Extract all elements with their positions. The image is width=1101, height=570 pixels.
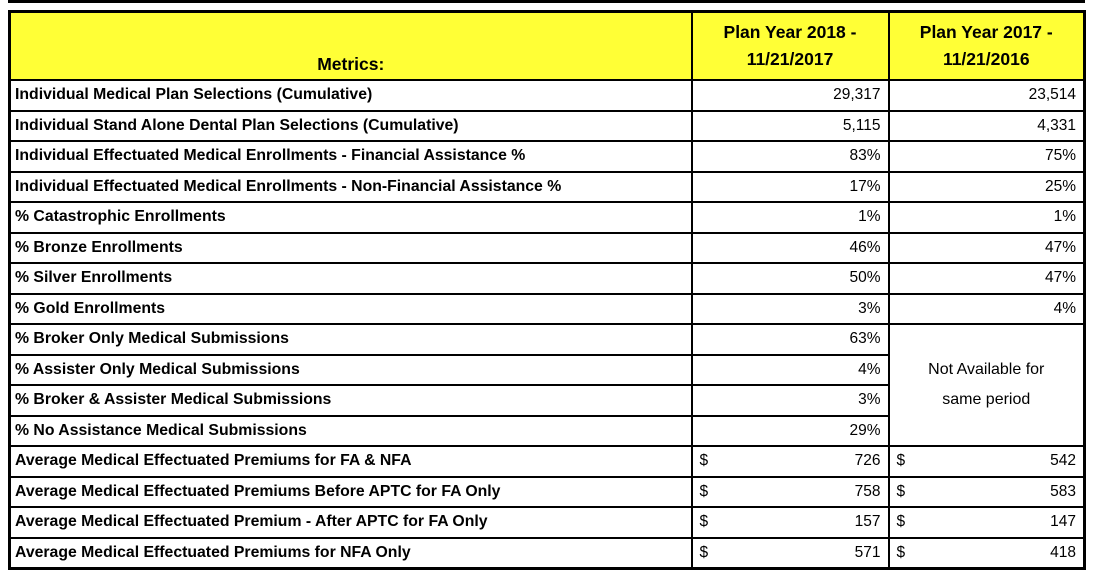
- currency-symbol: $: [896, 452, 906, 470]
- amount: 758: [854, 482, 881, 500]
- table-row: [10, 507, 1085, 538]
- value-2017: 4%: [889, 294, 1085, 325]
- amount: 157: [854, 513, 881, 531]
- metric-label: Average Medical Effectuated Premium - After APTC for FA Only: [10, 507, 692, 538]
- value-2018: 5,115: [692, 111, 889, 142]
- not-available-line2: same period: [942, 391, 1031, 408]
- metrics-column-header: Metrics:: [10, 12, 692, 81]
- metric-label: % No Assistance Medical Submissions: [10, 416, 692, 447]
- value-2018: [692, 538, 889, 569]
- metric-label: % Broker Only Medical Submissions: [10, 324, 692, 355]
- currency-symbol: $: [896, 513, 906, 531]
- amount: 542: [1050, 452, 1076, 470]
- metric-label: Individual Effectuated Medical Enrollments - Non-Financial Assistance %: [10, 172, 692, 203]
- value-2018: 3%: [692, 385, 889, 416]
- metric-label: Average Medical Effectuated Premiums for FA & NFA: [10, 446, 692, 477]
- table-row: [10, 233, 1085, 264]
- plan-year-2017-line1: Plan Year 2017 -: [919, 21, 1053, 42]
- metric-label: Average Medical Effectuated Premiums Before APTC for FA Only: [10, 477, 692, 508]
- currency-symbol: $: [699, 452, 709, 470]
- value-2018: [692, 477, 889, 508]
- metric-label: Individual Effectuated Medical Enrollments - Financial Assistance %: [10, 141, 692, 172]
- value-2018: 29%: [692, 416, 889, 447]
- value-2018: 83%: [692, 141, 889, 172]
- currency-symbol: $: [699, 482, 709, 500]
- currency-symbol: $: [699, 543, 709, 561]
- amount: 418: [1050, 543, 1076, 561]
- metric-label: % Broker & Assister Medical Submissions: [10, 385, 692, 416]
- not-available-line1: Not Available for: [928, 361, 1045, 379]
- value-2017: 75%: [889, 141, 1085, 172]
- table-row: [10, 477, 1085, 508]
- amount: 571: [854, 543, 881, 561]
- value-2018: 29,317: [692, 80, 889, 111]
- value-2018: 4%: [692, 355, 889, 386]
- metric-label: % Silver Enrollments: [10, 263, 692, 294]
- table-row: [10, 538, 1085, 569]
- table-row: [10, 294, 1085, 325]
- plan-year-2017-column-header: [889, 12, 1085, 81]
- value-2017: 23,514: [889, 80, 1085, 111]
- plan-year-2018-column-header: [692, 12, 889, 81]
- table-row: [10, 324, 1085, 355]
- value-2017: 1%: [889, 202, 1085, 233]
- table-row: [10, 446, 1085, 477]
- not-available-merged-cell: [889, 324, 1085, 446]
- value-2017: [889, 446, 1085, 477]
- header-row: [10, 12, 1085, 81]
- metric-label: % Catastrophic Enrollments: [10, 202, 692, 233]
- value-2018: 3%: [692, 294, 889, 325]
- value-2018: 1%: [692, 202, 889, 233]
- value-2018: [692, 507, 889, 538]
- metric-label: % Assister Only Medical Submissions: [10, 355, 692, 386]
- value-2017: 47%: [889, 233, 1085, 264]
- table-row: [10, 141, 1085, 172]
- value-2017: [889, 507, 1085, 538]
- table-row: [10, 80, 1085, 111]
- plan-year-2018-line1: Plan Year 2018 -: [723, 21, 857, 42]
- table-row: [10, 202, 1085, 233]
- value-2017: 47%: [889, 263, 1085, 294]
- amount: 147: [1050, 513, 1076, 531]
- value-2018: 50%: [692, 263, 889, 294]
- table-row: [10, 263, 1085, 294]
- plan-year-2018-line2: 11/21/2017: [746, 49, 834, 69]
- value-2018: 63%: [692, 324, 889, 355]
- amount: 583: [1050, 482, 1076, 500]
- currency-symbol: $: [699, 513, 709, 531]
- value-2018: 46%: [692, 233, 889, 264]
- enrollment-metrics-table: [8, 10, 1086, 570]
- value-2018: 17%: [692, 172, 889, 203]
- metric-label: % Gold Enrollments: [10, 294, 692, 325]
- value-2017: [889, 538, 1085, 569]
- metric-label: % Bronze Enrollments: [10, 233, 692, 264]
- currency-symbol: $: [896, 482, 906, 500]
- metric-label: Individual Stand Alone Dental Plan Selections (Cumulative): [10, 111, 692, 142]
- value-2017: 4,331: [889, 111, 1085, 142]
- metric-label: Average Medical Effectuated Premiums for NFA Only: [10, 538, 692, 569]
- top-border-strip: [8, 0, 1085, 3]
- value-2017: 25%: [889, 172, 1085, 203]
- value-2017: [889, 477, 1085, 508]
- currency-symbol: $: [896, 543, 906, 561]
- plan-year-2017-line2: 11/21/2016: [942, 49, 1030, 69]
- amount: 726: [854, 452, 881, 470]
- table-row: [10, 111, 1085, 142]
- metric-label: Individual Medical Plan Selections (Cumulative): [10, 80, 692, 111]
- value-2018: [692, 446, 889, 477]
- table-row: [10, 172, 1085, 203]
